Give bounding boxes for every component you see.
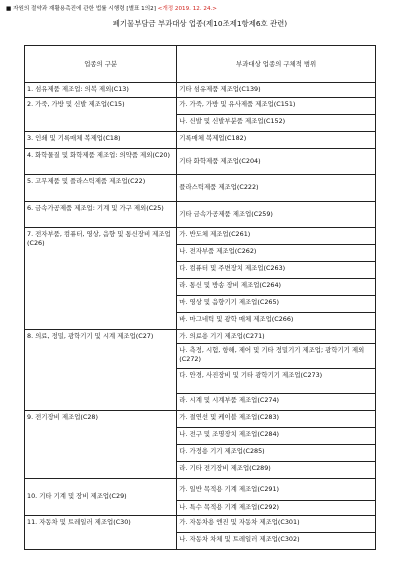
detail-cell: 기타 섬유제품 제조업(C139)	[177, 83, 376, 98]
detail-cell: 나. 전자부품 제조업(C262)	[177, 244, 376, 261]
category-cell: 10. 기타 기계 및 장비 제조업(C29)	[25, 479, 177, 516]
table-row	[25, 83, 376, 98]
table-row	[25, 411, 376, 428]
category-cell: 7. 전자부품, 컴퓨터, 영상, 음향 및 통신장비 제조업(C26)	[25, 227, 177, 329]
document-header	[6, 3, 394, 15]
detail-cell: 다. 가정용 기기 제조업(C285)	[177, 445, 376, 462]
detail-cell: 나. 특수 목적용 기계 제조업(C292)	[177, 501, 376, 516]
detail-cell: 가. 반도체 제조업(C261)	[177, 227, 376, 244]
detail-cell: 나. 자동차 차체 및 트레일러 제조업(C302)	[177, 532, 376, 549]
table-row	[25, 97, 376, 114]
category-cell: 1. 섬유제품 제조업: 의복 제외(C13)	[25, 83, 177, 98]
category-cell: 11. 자동차 및 트레일러 제조업(C30)	[25, 515, 177, 549]
column-header-scope: 부과대상 업종의 구체적 범위	[177, 46, 376, 83]
category-cell: 9. 전기장비 제조업(C28)	[25, 411, 177, 479]
detail-cell: 가. 일반 목적용 기계 제조업(C291)	[177, 479, 376, 501]
detail-cell: 가. 절연선 및 케이블 제조업(C283)	[177, 411, 376, 428]
table-row	[25, 515, 376, 532]
detail-cell: 기타 금속가공제품 제조업(C259)	[177, 201, 376, 227]
page-title: 폐기물부담금 부과대상 업종(제10조제1항제6호 관련)	[112, 19, 288, 28]
table-row	[25, 131, 376, 148]
category-cell: 2. 가죽, 가방 및 신발 제조업(C15)	[25, 97, 177, 131]
detail-cell: 가. 가죽, 가방 및 유사제품 제조업(C151)	[177, 97, 376, 114]
detail-cell: 라. 시계 및 시계부품 제조업(C274)	[177, 394, 376, 411]
detail-cell: 나. 전구 및 조명장치 제조업(C284)	[177, 428, 376, 445]
table-row	[25, 201, 376, 227]
detail-cell: 다. 안경, 사진장비 및 기타 광학기기 제조업(C273)	[177, 369, 376, 394]
detail-cell: 플라스틱제품 제조업(C222)	[177, 174, 376, 201]
detail-cell: 가. 의료용 기기 제조업(C271)	[177, 329, 376, 344]
table-header-row	[25, 46, 376, 83]
detail-cell: 마. 영상 및 음향기기 제조업(C265)	[177, 295, 376, 312]
table-row	[25, 174, 376, 201]
detail-cell: 라. 통신 및 방송 장비 제조업(C264)	[177, 278, 376, 295]
detail-cell: 나. 측정, 시험, 항해, 제어 및 기타 정밀기기 제조업; 광학기기 제외(C272)	[177, 344, 376, 369]
table-row	[25, 479, 376, 501]
category-cell: 4. 화학물질 및 화학제품 제조업: 의약품 제외(C20)	[25, 148, 177, 174]
detail-cell: 다. 컴퓨터 및 주변장치 제조업(C263)	[177, 261, 376, 278]
industry-table	[24, 45, 376, 550]
category-cell: 8. 의료, 정밀, 광학기기 및 시계 제조업(C27)	[25, 329, 177, 411]
category-cell: 6. 금속가공제품 제조업: 기계 및 가구 제외(C25)	[25, 201, 177, 227]
law-reference: ■ 자원의 절약과 재활용촉진에 관한 법률 시행령 [별표 1의2]	[6, 6, 156, 12]
table-row	[25, 227, 376, 244]
detail-cell: 기타 화학제품 제조업(C204)	[177, 148, 376, 174]
table-row	[25, 329, 376, 344]
revision-date: <개정 2019. 12. 24.>	[157, 6, 217, 12]
category-cell: 5. 고무제품 및 플라스틱제품 제조업(C22)	[25, 174, 177, 201]
detail-cell: 바. 마그네틱 및 광학 매체 제조업(C266)	[177, 312, 376, 329]
category-cell: 3. 인쇄 및 기록매체 복제업(C18)	[25, 131, 177, 148]
detail-cell: 라. 기타 전기장비 제조업(C289)	[177, 462, 376, 479]
column-header-category: 업종의 구분	[25, 46, 177, 83]
detail-cell: 기록매체 복제업(C182)	[177, 131, 376, 148]
detail-cell: 가. 자동차용 엔진 및 자동차 제조업(C301)	[177, 515, 376, 532]
detail-cell: 나. 신발 및 신발부분품 제조업(C152)	[177, 114, 376, 131]
table-row	[25, 148, 376, 174]
